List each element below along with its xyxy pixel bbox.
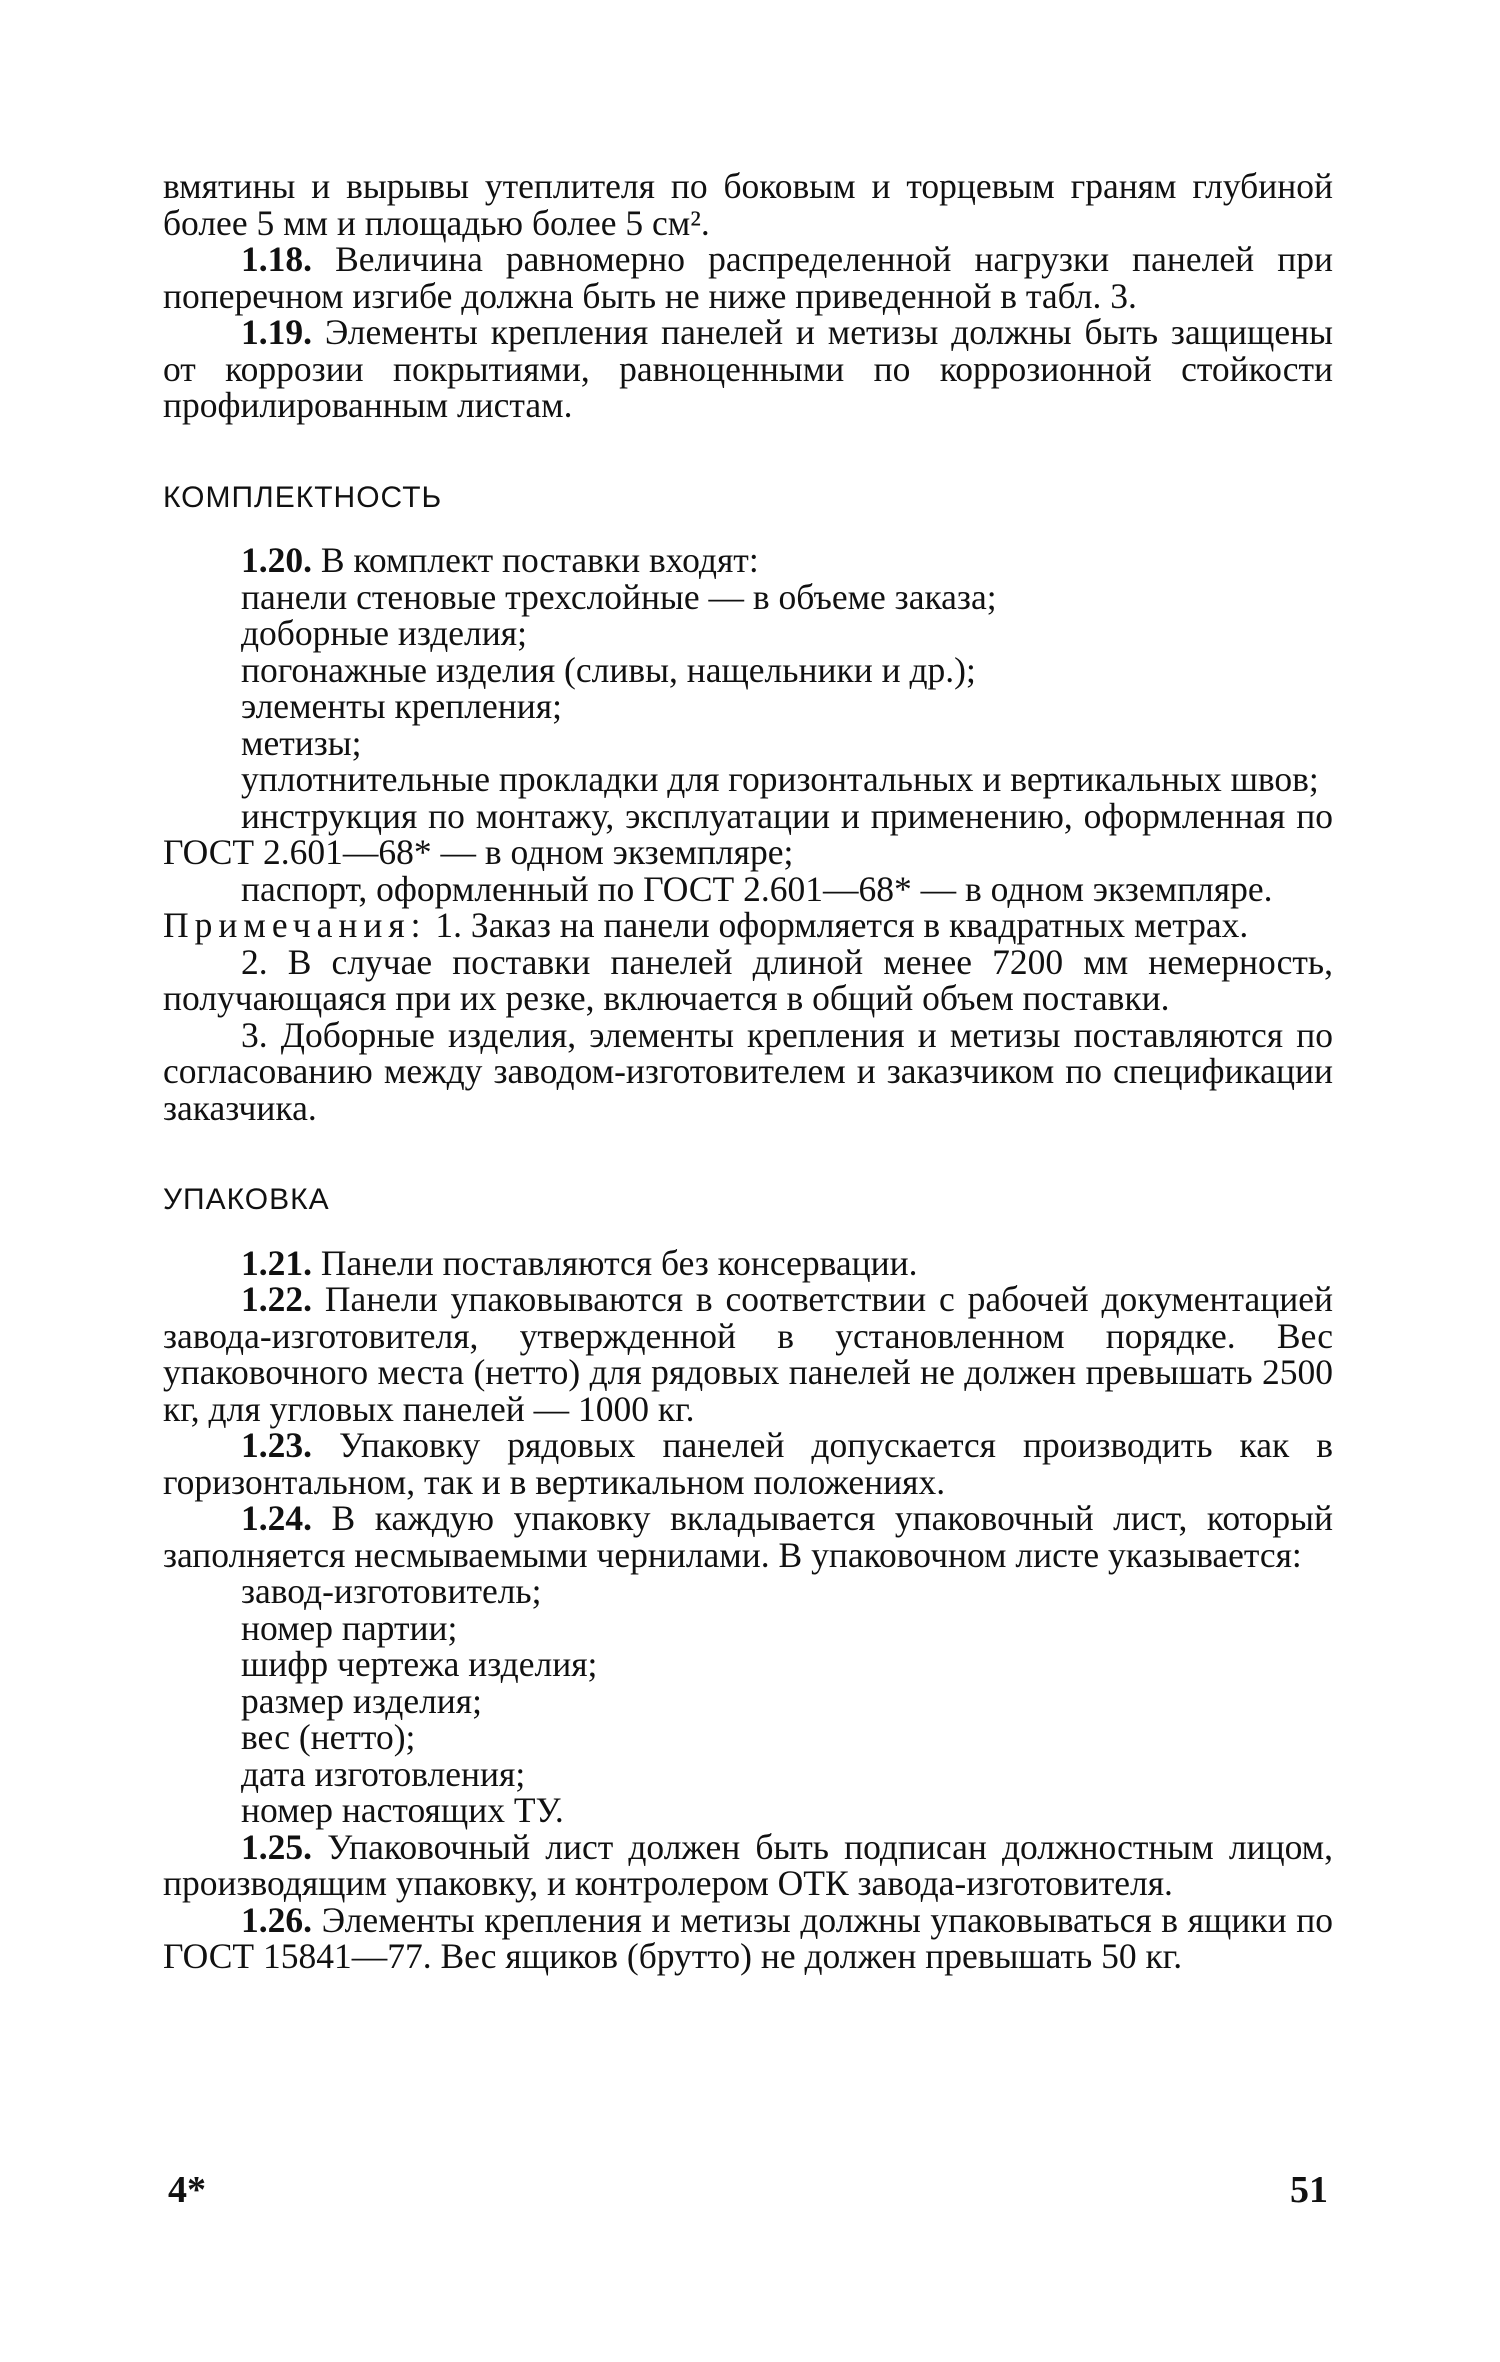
section-heading-komplektnost: КОМПЛЕКТНОСТЬ <box>163 480 443 514</box>
section-heading-upakovka: УПАКОВКА <box>163 1183 330 1216</box>
list-item: инструкция по монтажу, эксплуатации и применению, оформленная по ГОСТ 2.601—68* — в одном экземпляре; <box>163 795 1333 872</box>
list-item: вес (нетто); <box>241 1717 416 1757</box>
packing-list-fields <box>163 1573 1333 1829</box>
paragraph-1-19 <box>163 314 1333 424</box>
clause-text: В комплект поставки входят: <box>312 540 759 580</box>
clause-text: Упаковку рядовых панелей допускается производить как в горизонтальном, так и в вертикальном положениях. <box>163 1425 1333 1502</box>
clause-text: Панели поставляются без консервации. <box>312 1242 918 1283</box>
list-item: номер настоящих ТУ. <box>241 1790 564 1830</box>
list-item: элементы крепления; <box>241 686 562 726</box>
paragraph-1-21 <box>163 1242 1333 1283</box>
list-item: доборные изделия; <box>241 613 527 653</box>
paragraph-1-23 <box>163 1427 1333 1500</box>
list-item: дата изготовления; <box>241 1753 526 1794</box>
clause-number: 1.21. <box>241 1242 312 1283</box>
clause-number: 1.22. <box>241 1279 312 1319</box>
paragraph-1-18 <box>163 241 1333 314</box>
page-body <box>163 168 1333 1975</box>
signature-mark: 4* <box>168 2169 206 2211</box>
note-1 <box>163 907 1333 944</box>
clause-number: 1.23. <box>241 1425 312 1465</box>
list-item: метизы; <box>241 722 362 763</box>
clause-text: В каждую упаковку вкладывается упаковочный лист, который заполняется несмываемыми чернилами. В упаковочном листе указывается: <box>163 1498 1333 1575</box>
clause-number: 1.26. <box>241 1899 312 1940</box>
clause-number: 1.19. <box>241 312 312 352</box>
paragraph-1-20 <box>163 542 1333 579</box>
clause-number: 1.20. <box>241 540 312 580</box>
note-3: 3. Доборные изделия, элементы крепления и метизы поставляются по согласованию между заводом-изготовителем и заказчиком по спецификации заказчика. <box>163 1014 1333 1128</box>
list-item: размер изделия; <box>241 1680 482 1721</box>
list-item: панели стеновые трехслойные — в объеме заказа; <box>241 576 997 617</box>
paragraph-continuation: вмятины и вырывы утеплителя по боковым и торцевым граням глубиной более 5 мм и площадью более 5 см². <box>163 166 1333 243</box>
clause-text: Элементы крепления и метизы должны упаковываться в ящики по ГОСТ 15841—77. Вес ящиков (брутто) не должен превышать 50 кг. <box>163 1899 1333 1976</box>
clause-text: Элементы крепления панелей и метизы должны быть защищены от коррозии покрытиями, равноценными по коррозионной стойкости профилированным листам. <box>163 312 1333 425</box>
list-item: номер партии; <box>241 1607 458 1648</box>
list-item: завод-изготовитель; <box>241 1571 542 1611</box>
paragraph-1-24 <box>163 1500 1333 1573</box>
list-item: погонажные изделия (сливы, нащельники и др.); <box>241 649 976 690</box>
clause-text: Панели упаковываются в соответствии с рабочей документацией завода-изготовителя, утвержденной в установленном порядке. Вес упаковочного места (нетто) для рядовых панелей не должен превышать 2500 кг, для угловых панелей — 1000 кг. <box>163 1279 1333 1429</box>
clause-text: Упаковочный лист должен быть подписан должностным лицом, производящим упаковку, и контролером ОТК завода-изготовителя. <box>163 1826 1333 1903</box>
clause-number: 1.18. <box>241 239 312 279</box>
list-item: шифр чертежа изделия; <box>241 1644 598 1684</box>
clause-number: 1.24. <box>241 1498 312 1538</box>
notes-label: Примечания: <box>163 905 427 945</box>
paragraph-1-22 <box>163 1281 1333 1427</box>
list-item: уплотнительные прокладки для горизонтальных и вертикальных швов; <box>241 759 1319 799</box>
clause-number: 1.25. <box>241 1826 312 1867</box>
note-2: 2. В случае поставки панелей длиной менее 7200 мм немерность, получающаяся при их резке, включается в общий объем поставки. <box>163 941 1333 1018</box>
clause-text: Величина равномерно распределенной нагрузки панелей при поперечном изгибе должна быть не ниже приведенной в табл. 3. <box>163 239 1333 316</box>
page-number: 51 <box>1290 2169 1328 2211</box>
list-item: паспорт, оформленный по ГОСТ 2.601—68* — в одном экземпляре. <box>241 868 1273 909</box>
paragraph-1-26 <box>163 1899 1333 1976</box>
paragraph-1-25 <box>163 1826 1333 1903</box>
delivery-set-list <box>163 576 1333 909</box>
note-text: 1. Заказ на панели оформляется в квадратных метрах. <box>426 905 1249 945</box>
